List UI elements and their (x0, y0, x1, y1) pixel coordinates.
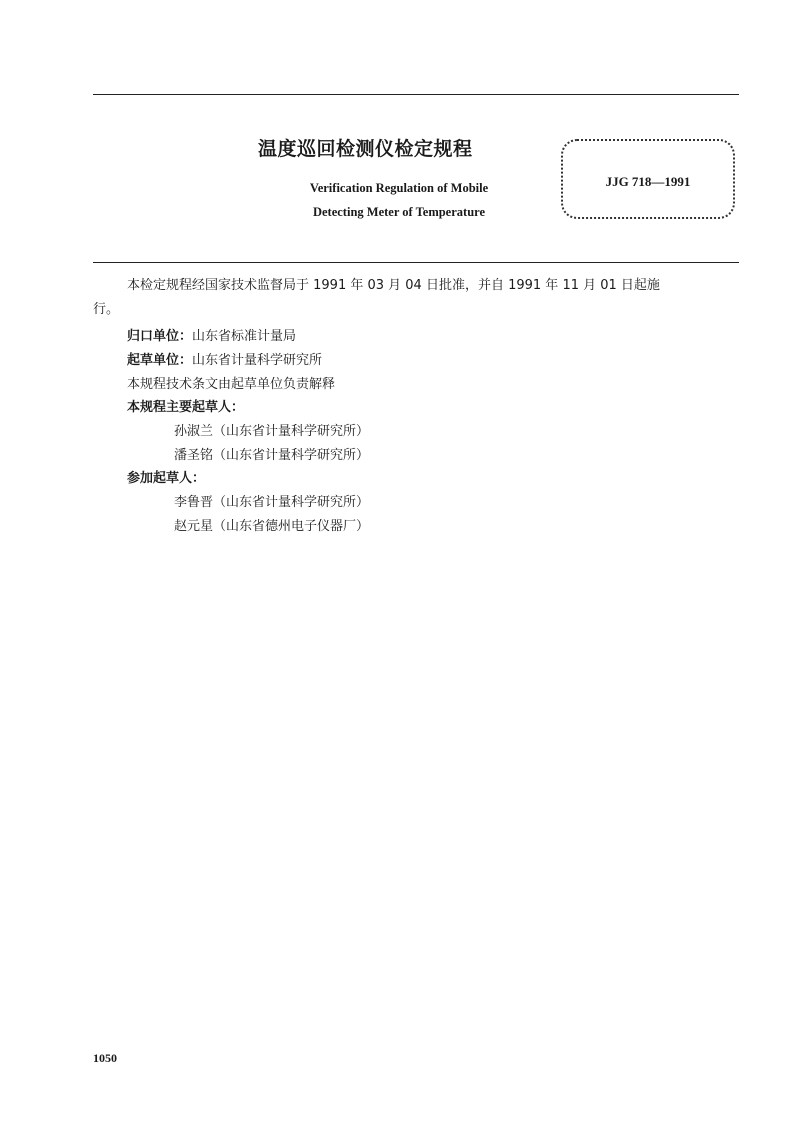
responsible-unit-label: 归口单位： (127, 329, 193, 344)
document-title-english-line2: Detecting Meter of Temperature (312, 205, 486, 219)
standard-code: JJG 718—1991 (605, 174, 691, 189)
interpretation-statement: 本规程技术条文由起草单位负责解释 (127, 377, 336, 392)
responsible-unit-value: 山东省标准计量局 (192, 329, 297, 344)
drafting-unit-line (127, 352, 322, 370)
top-rule (93, 94, 739, 95)
main-drafter-1: 孙淑兰（山东省计量科学研究所） (174, 424, 370, 439)
approval-statement-line2: 行。 (93, 302, 120, 317)
standard-code-frame (561, 139, 735, 219)
participant-1: 李鲁晋（山东省计量科学研究所） (174, 495, 370, 510)
drafting-unit-value: 山东省计量科学研究所 (192, 353, 323, 368)
page-number: 1050 (93, 1051, 117, 1065)
header-divider-rule (93, 262, 739, 263)
main-drafter-2: 潘圣铭（山东省计量科学研究所） (174, 448, 370, 463)
participants-label: 参加起草人： (127, 471, 206, 486)
approval-statement-line1: 本检定规程经国家技术监督局于 1991 年 03 月 04 日批准，并自 1991 年 11 月 01 日起施 (127, 278, 660, 293)
responsible-unit-line (127, 328, 296, 346)
main-drafters-label: 本规程主要起草人： (127, 400, 245, 415)
document-title-chinese: 温度巡回检测仪检定规程 (258, 138, 473, 160)
document-title-english-line1: Verification Regulation of Mobile (309, 181, 489, 195)
participant-2: 赵元星（山东省德州电子仪器厂） (174, 519, 370, 534)
drafting-unit-label: 起草单位： (127, 353, 193, 368)
